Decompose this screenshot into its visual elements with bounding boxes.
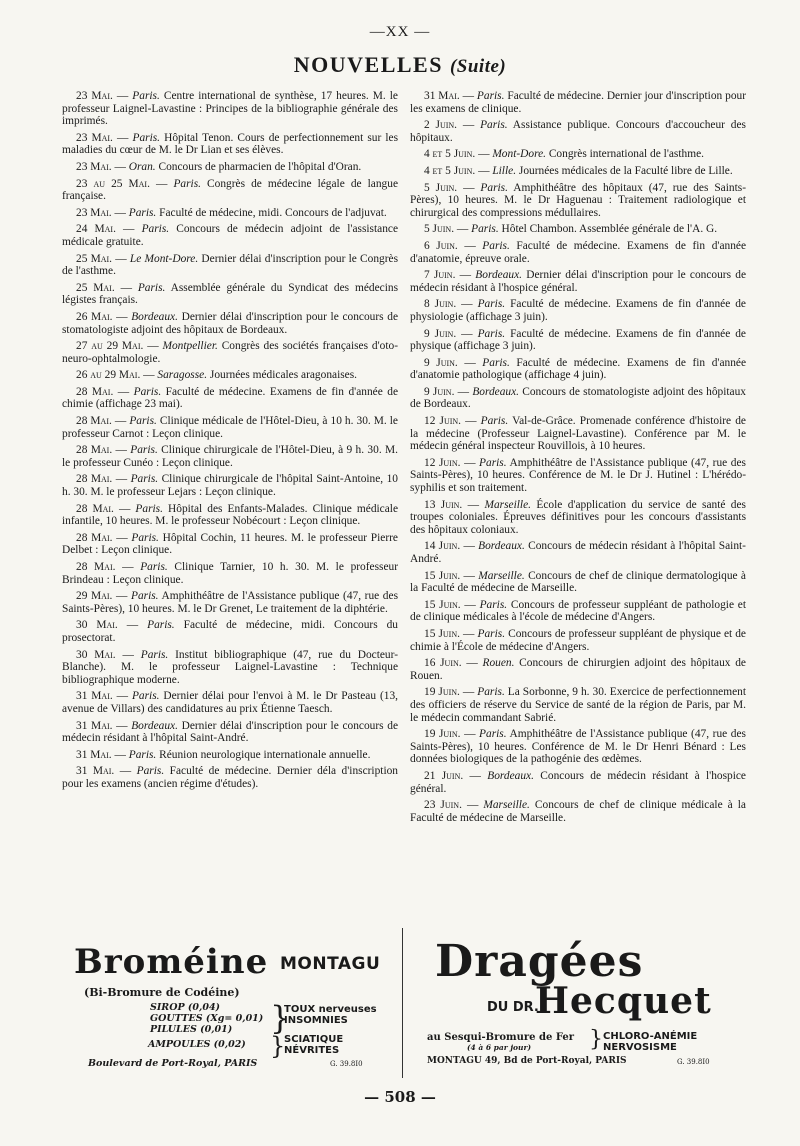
entry-city: Paris. <box>131 590 159 603</box>
news-entry <box>410 148 746 161</box>
ad-hecquet-sesqui: au Sesqui-Bromure de Fer <box>427 1032 575 1043</box>
entry-text: Concours de chirurgien adjoint des hôpitaux de Rouen. <box>410 657 746 682</box>
entry-date: 31 Mai. <box>76 690 113 703</box>
ad-hecquet-name: Hecquet <box>535 980 712 1022</box>
news-entry <box>410 599 746 624</box>
entry-dash: — <box>454 385 473 398</box>
entry-city: Paris. <box>480 181 508 194</box>
entry-dash: — <box>457 239 483 252</box>
news-entry <box>62 749 398 762</box>
entry-text: Faculté de médecine. Examens de fin d'année d'anatomie pathologique (affichage 4 juin). <box>410 356 746 382</box>
entry-city: Bordeaux. <box>478 540 525 553</box>
news-entry <box>62 178 398 203</box>
news-entry <box>410 415 746 453</box>
news-entry <box>62 532 398 557</box>
ad-indication: CHLORO-ANÉMIE <box>603 1031 698 1042</box>
entry-date: 31 Mai. <box>76 719 113 732</box>
entry-text: Clinique Tarnier, 10 h. 30. M. le professeur Brindeau : Leçon clinique. <box>62 561 399 586</box>
entry-text: Hôpital Tenon. Cours de perfectionnement sur les maladies du cœur de M. le Dr Lian et ses élèves. <box>62 131 399 157</box>
entry-text: Concours de professeur suppléant de physique et de chimie à l'École de médecine d'Angers. <box>410 627 746 653</box>
entry-date: 26 au 29 Mai. <box>76 369 141 382</box>
entry-dash: — <box>460 728 480 741</box>
entry-city: Paris. <box>480 415 509 428</box>
entry-text: Journées médicales aragonaises. <box>207 369 357 382</box>
entry-text: Assistance publique. Concours d'accoucheur des hôpitaux. <box>410 119 746 144</box>
entry-dash: — <box>460 456 480 469</box>
right-column <box>410 90 746 828</box>
entry-date: 23 Mai. <box>76 131 113 144</box>
entry-date: 23 Mai. <box>76 160 112 173</box>
news-entry <box>62 649 398 687</box>
entry-city: Paris. <box>129 415 157 428</box>
news-entry <box>410 298 746 323</box>
entry-city: Montpellier. <box>162 340 218 353</box>
entry-dash: — <box>456 327 478 340</box>
entry-dash: — <box>460 598 480 611</box>
ad-bromeine-desc: (Bi-Bromure de Codéine) <box>84 986 240 999</box>
entry-text: Congrès international de l'asthme. <box>545 148 704 161</box>
news-entry <box>410 540 746 565</box>
entry-city: Paris. <box>130 473 159 486</box>
ad-hecquet-address: MONTAGU 49, Bd de Port-Royal, PARIS <box>427 1056 627 1066</box>
entry-date: 4 et 5 Juin. <box>424 164 476 177</box>
ad-hecquet-dudr: DU DR. <box>487 1000 539 1015</box>
entry-text: Val-de-Grâce. Promenade conférence d'histoire de la médecine (Professeur Laignel-Lavastine). Conférence par M. le médecin général inspecteur Rouvillois, à 10 heures. <box>410 415 746 453</box>
entry-text: Faculté de médecine, midi. Concours du prosectorat. <box>62 619 398 644</box>
entry-city: Paris. <box>135 502 163 515</box>
entry-city: Marseille. <box>483 799 530 812</box>
entry-date: 28 Mai. <box>76 385 114 398</box>
entry-date: 31 Mai. <box>424 90 460 102</box>
entry-date: 28 Mai. <box>76 531 113 544</box>
entry-city: Marseille. <box>478 569 525 582</box>
news-entry <box>62 415 398 440</box>
entry-date: 14 Juin. <box>424 540 461 553</box>
entry-text: Amphithéâtre de l'Assistance publique (47, rue des Saints-Pères), 10 heures. Conférence de M. le Dr J. Hutinel : L'hérédo-syphilis et son traitement. <box>410 456 746 495</box>
news-entry <box>62 207 398 220</box>
entry-city: Paris. <box>132 90 160 102</box>
entry-date: 13 Juin. <box>424 498 463 511</box>
entry-date: 23 au 25 Mai. <box>76 177 150 190</box>
entry-text: Concours de stomatologiste adjoint des hôpitaux de Bordeaux. <box>410 385 746 411</box>
entry-date: 26 Mai. <box>76 310 113 323</box>
entry-date: 9 Juin. <box>424 327 457 340</box>
entry-date: 21 Juin. <box>424 769 464 782</box>
ad-bromeine-address: Boulevard de Port-Royal, PARIS <box>88 1058 258 1069</box>
news-entry <box>62 253 398 278</box>
entry-date: 9 Juin. <box>424 385 455 398</box>
news-entry <box>62 765 398 790</box>
entry-city: Paris. <box>131 690 160 703</box>
entry-dash: — <box>457 181 481 194</box>
ad-bromeine-brand: Broméine <box>74 942 269 982</box>
entry-city: Bordeaux. <box>131 310 178 323</box>
entry-dash: — <box>112 444 131 457</box>
news-entry <box>410 499 746 537</box>
entry-city: Paris. <box>128 748 157 761</box>
entry-dash: — <box>112 90 133 102</box>
advertisements <box>62 928 742 1088</box>
news-entry <box>410 182 746 220</box>
section-title <box>0 52 800 78</box>
entry-city: Paris. <box>477 627 506 640</box>
entry-date: 24 Mai. <box>76 223 116 236</box>
entry-dash: — <box>111 415 130 428</box>
news-entry <box>410 165 746 178</box>
news-entry <box>62 720 398 745</box>
entry-text: Hôtel Chambon. Assemblée générale de l'A. G. <box>498 223 718 236</box>
ad-hecquet-dose: (4 à 6 par jour) <box>467 1043 532 1052</box>
entry-city: Mont-Dore. <box>492 148 546 161</box>
entry-date: 12 Juin. <box>424 456 461 469</box>
entry-dash: — <box>475 164 493 177</box>
entry-city: Paris. <box>480 119 508 132</box>
entry-date: 23 Mai. <box>76 206 112 219</box>
entry-text: Congrès de médecine légale de langue française. <box>62 177 398 203</box>
ad-divider <box>402 928 403 1078</box>
entry-text: Congrès des sociétés françaises d'oto-neuro-ophtalmologie. <box>62 340 398 365</box>
brace-icon: } <box>270 999 291 1037</box>
entry-text: Dernier délai d'inscription pour le Congrès de l'asthme. <box>62 252 398 278</box>
entry-date: 23 Mai. <box>76 90 113 102</box>
ad-bromeine-ampoules: AMPOULES (0,02) <box>148 1039 246 1050</box>
section-title-text: NOUVELLES <box>293 52 443 77</box>
news-entry <box>62 311 398 336</box>
entry-date: 31 Mai. <box>76 748 112 761</box>
entry-city: Paris. <box>128 206 157 219</box>
entry-date: 28 Mai. <box>76 415 112 428</box>
entry-date: 12 Juin. <box>424 415 462 428</box>
news-entry <box>62 161 398 174</box>
entry-dash: — <box>115 561 141 573</box>
ad-form: SIROP (0,04) <box>150 1002 221 1013</box>
entry-date: 4 et 5 Juin. <box>424 148 476 161</box>
entry-date: 8 Juin. <box>424 298 457 311</box>
news-entry <box>410 686 746 724</box>
entry-city: Lille. <box>492 164 517 177</box>
entry-dash: — <box>454 223 472 236</box>
entry-dash: — <box>462 498 485 511</box>
entry-city: Paris. <box>147 619 175 632</box>
ad-bromeine-maker: MONTAGU <box>280 954 381 974</box>
entry-text: Hôpital Cochin, 11 heures. M. le professeur Pierre Delbet : Leçon clinique. <box>62 531 398 557</box>
entry-date: 25 Mai. <box>76 252 113 265</box>
entry-date: 15 Juin. <box>424 598 461 611</box>
entry-dash: — <box>111 748 129 761</box>
ad-form: PILULES (0,01) <box>150 1024 233 1035</box>
ad-indication: TOUX nerveuses <box>284 1004 377 1015</box>
entry-text: Concours de chef de clinique dermatologique à la Faculté de médecine de Marseille. <box>410 569 746 595</box>
entry-text: Dernier délai d'inscription pour le concours de médecin résidant à l'hospice général. <box>410 269 746 294</box>
entry-city: Paris. <box>173 177 201 190</box>
entry-city: Paris. <box>479 728 507 741</box>
entry-text: Amphithéâtre de l'Assistance publique (47, rue des Saints-Pères), 10 heures. M. le Dr Grenet, Le traitement de la diphtérie. <box>62 590 398 615</box>
entry-dash: — <box>149 177 174 190</box>
entry-text: Faculté de médecine. Dernier déla d'inscription pour les examens (ancien régime d'études). <box>62 765 399 790</box>
entry-dash: — <box>115 648 141 661</box>
entry-text: Amphithéâtre des hôpitaux (47, rue des Saints-Pères), 10 heures. M. le Dr Haguenau : Traitement radiologique et chirurgical des compressions médullaires. <box>410 181 746 219</box>
news-entry <box>410 770 746 795</box>
entry-city: Paris. <box>477 686 505 699</box>
entry-city: Paris. <box>132 131 161 144</box>
entry-text: Centre international de synthèse, 17 heures. M. le professeur Laignel-Lavastine : Principes de la bibliographie générale des imprimés. <box>62 90 398 128</box>
entry-text: Faculté de médecine, midi. Concours de l'adjuvat. <box>156 206 387 219</box>
entry-text: Concours de professeur suppléant de pathologie et de clinique médicales à l'école de médecine d'Angers. <box>410 598 746 624</box>
entry-text: Faculté de médecine. Examens de fin d'année de physique (affichage 3 juin). <box>410 327 746 353</box>
news-entry <box>62 503 398 528</box>
entry-date: 2 Juin. <box>424 119 458 132</box>
entry-date: 28 Mai. <box>76 561 116 573</box>
entry-city: Paris. <box>482 356 510 369</box>
entry-dash: — <box>111 160 129 173</box>
entry-dash: — <box>115 223 142 236</box>
entry-dash: — <box>113 385 134 398</box>
entry-text: Faculté de médecine. Examens de fin d'année de physiologie (affichage 3 juin). <box>410 298 746 323</box>
entry-city: Paris. <box>130 444 158 457</box>
entry-date: 25 Mai. <box>76 281 115 294</box>
entry-text: Clinique médicale de l'Hôtel-Dieu, à 10 h. 30. M. le professeur Carnot : Leçon clinique. <box>62 415 398 440</box>
entry-dash: — <box>111 206 129 219</box>
entry-text: Clinique chirurgicale de l'Hôtel-Dieu, à 9 h. 30. M. le professeur Cunéo : Leçon clinique. <box>62 444 398 469</box>
entry-text: Journées médicales de la Faculté libre de Lille. <box>516 164 733 177</box>
page-number: — 508 — <box>364 1088 436 1106</box>
entry-text: Dernier délai pour l'envoi à M. le Dr Pasteau (13, avenue de Villars) des candidatures au prix Étienne Taesch. <box>62 690 398 715</box>
ad-hecquet-tel: G. 39.8I0 <box>677 1058 710 1066</box>
ad-hecquet <box>417 928 742 1078</box>
news-entry <box>410 240 746 265</box>
entry-city: Paris. <box>479 456 507 469</box>
news-entry <box>62 590 398 615</box>
news-entry <box>410 269 746 294</box>
news-entry <box>62 386 398 411</box>
ad-indication: NÉVRITES <box>284 1045 340 1056</box>
entry-date: 9 Juin. <box>424 356 458 369</box>
entry-city: Paris. <box>140 561 168 573</box>
entry-date: 28 Mai. <box>76 473 113 486</box>
news-entry <box>410 90 746 115</box>
news-entry <box>62 561 398 586</box>
news-entry <box>62 90 398 128</box>
entry-date: 19 Juin. <box>424 728 461 741</box>
entry-dash: — <box>114 765 137 778</box>
entry-city: Paris. <box>471 223 499 236</box>
entry-date: 15 Juin. <box>424 627 460 640</box>
news-entry <box>410 728 746 766</box>
entry-date: 19 Juin. <box>424 686 460 699</box>
entry-dash: — <box>460 540 479 553</box>
entry-city: Le Mont-Dore. <box>129 252 199 265</box>
entry-date: 5 Juin. <box>424 181 458 194</box>
entry-city: Paris. <box>140 648 169 661</box>
entry-text: Faculté de médecine. Examens de fin d'année de chimie (affichage 23 mai). <box>62 385 399 411</box>
entry-city: Paris. <box>477 298 506 311</box>
entry-dash: — <box>459 686 478 699</box>
news-entry <box>62 340 398 365</box>
news-entry <box>62 282 398 307</box>
news-entry <box>62 132 398 157</box>
entry-text: La Sorbonne, 9 h. 30. Exercice de perfectionnement des officiers de réserve du Service de santé de la région de Paris, par M. le médecin commandant Sabrié. <box>410 686 746 724</box>
news-entry <box>62 473 398 498</box>
news-entry <box>410 799 746 824</box>
entry-city: Bordeaux. <box>472 385 520 398</box>
ad-indication: NERVOSISME <box>603 1042 677 1053</box>
entry-dash: — <box>112 310 132 323</box>
entry-dash: — <box>461 415 481 428</box>
news-entry <box>410 628 746 653</box>
news-entry <box>410 357 746 382</box>
entry-dash: — <box>112 690 132 703</box>
entry-text: Amphithéâtre de l'Assistance publique (47, rue des Saints-Pères), 10 heures. Conférence de M. le Dr Henri Bénard : Les données biologiques de la pathogénie des œdèmes. <box>410 728 746 766</box>
entry-text: Assemblée générale du Syndicat des médecins légistes français. <box>62 281 398 307</box>
entry-dash: — <box>112 473 131 486</box>
ad-bromeine <box>62 928 392 1078</box>
news-entry <box>410 223 746 236</box>
entry-dash: — <box>140 369 158 382</box>
entry-dash: — <box>112 252 130 265</box>
entry-city: Paris. <box>136 765 165 778</box>
news-entry <box>410 328 746 353</box>
entry-dash: — <box>112 531 132 544</box>
brace-icon: } <box>589 1027 603 1052</box>
entry-city: Paris. <box>477 327 506 340</box>
brace-icon: } <box>270 1032 286 1060</box>
news-entry <box>62 444 398 469</box>
entry-text: Institut bibliographique (47, rue du Docteur-Blanche). M. le professeur Laignel-Lavastine : Technique bibliographique moderne. <box>62 648 398 686</box>
entry-date: 27 au 29 Mai. <box>76 340 144 353</box>
entry-city: Bordeaux. <box>131 719 178 732</box>
entry-text: Réunion neurologique internationale annuelle. <box>156 748 371 761</box>
entry-date: 30 Mai. <box>76 619 118 632</box>
entry-city: Bordeaux. <box>487 769 534 782</box>
entry-city: Marseille. <box>484 498 531 511</box>
entry-date: 31 Mai. <box>76 765 115 778</box>
entry-dash: — <box>460 569 479 582</box>
entry-dash: — <box>457 356 483 369</box>
entry-dash: — <box>463 769 488 782</box>
entry-text: Dernier délai d'inscription pour le concours de stomatologiste adjoint des hôpitaux de Bordeaux. <box>62 310 398 336</box>
ad-bromeine-indications <box>284 1004 377 1056</box>
entry-date: 6 Juin. <box>424 239 458 252</box>
entry-dash: — <box>455 269 476 282</box>
entry-dash: — <box>459 90 477 102</box>
news-entry <box>410 657 746 682</box>
entry-dash: — <box>461 799 484 812</box>
ad-hecquet-brand: Dragées <box>435 936 644 987</box>
entry-text: Concours de médecin adjoint de l'assistance médicale gratuite. <box>62 223 398 248</box>
entry-city: Saragosse. <box>157 369 208 382</box>
ad-bromeine-forms <box>150 1002 263 1035</box>
news-entry <box>62 619 398 644</box>
entry-date: 28 Mai. <box>76 444 113 457</box>
entry-city: Paris. <box>482 239 510 252</box>
entry-date: 29 Mai. <box>76 590 113 603</box>
entry-dash: — <box>475 148 493 161</box>
news-entry <box>62 369 398 382</box>
news-entry <box>410 386 746 411</box>
page-roman-numeral: —XX — <box>369 24 431 40</box>
ad-hecquet-indications <box>603 1031 697 1053</box>
section-title-suite: (Suite) <box>449 56 507 77</box>
news-entry <box>410 119 746 144</box>
entry-city: Paris. <box>479 598 508 611</box>
entry-text: Faculté de médecine. Dernier jour d'inscription pour les examens de clinique. <box>410 90 747 115</box>
news-entry <box>410 570 746 595</box>
entry-text: Concours de médecin résidant à l'hospice général. <box>410 769 746 795</box>
entry-text: Concours de médecin résidant à l'hôpital Saint-André. <box>410 540 746 565</box>
ad-indication: SCIATIQUE <box>284 1034 344 1045</box>
entry-dash: — <box>117 619 148 632</box>
news-entry <box>410 457 746 495</box>
entry-text: Dernier délai d'inscription pour le concours de médecin résidant à l'hôpital Saint-André. <box>62 719 398 745</box>
entry-city: Paris. <box>133 385 162 398</box>
entry-date: 28 Mai. <box>76 502 114 515</box>
ad-bromeine-tel: G. 39.8I0 <box>330 1060 363 1068</box>
entry-dash: — <box>113 502 136 515</box>
entry-city: Paris. <box>137 281 166 294</box>
entry-city: Paris. <box>141 223 170 236</box>
ad-form: GOUTTES (Xg= 0,01) <box>150 1013 264 1024</box>
entry-city: Rouen. <box>482 657 515 670</box>
entry-text: Faculté de médecine. Examens de fin d'année d'anatomie, épreuve orale. <box>410 239 746 265</box>
entry-date: 7 Juin. <box>424 269 456 282</box>
entry-date: 15 Juin. <box>424 569 461 582</box>
entry-dash: — <box>114 281 138 294</box>
entry-dash: — <box>459 627 478 640</box>
news-entry <box>62 223 398 248</box>
entry-date: 23 Juin. <box>424 799 462 812</box>
entry-text: Concours de pharmacien de l'hôpital d'Oran. <box>155 160 362 173</box>
entry-text: École d'application du service de santé des troupes coloniales. Épreuves définitives pour les concours d'assistants des hôpitaux coloniaux. <box>410 498 746 536</box>
entry-dash: — <box>457 119 481 132</box>
entry-date: 16 Juin. <box>424 657 462 670</box>
entry-city: Oran. <box>128 160 156 173</box>
entry-dash: — <box>112 590 131 603</box>
left-column <box>62 90 398 795</box>
entry-text: Clinique chirurgicale de l'hôpital Saint-Antoine, 10 h. 30. M. le professeur Lejars : Leçon clinique. <box>62 473 399 499</box>
entry-text: Hôpital des Enfants-Malades. Clinique médicale infantile, 10 heures. M. le professeur Nobécourt : Leçon clinique. <box>62 502 399 528</box>
entry-dash: — <box>143 340 163 353</box>
news-entry <box>62 690 398 715</box>
entry-date: 30 Mai. <box>76 648 116 661</box>
entry-city: Paris. <box>476 90 505 102</box>
entry-dash: — <box>461 657 483 670</box>
ad-indication: INSOMNIES <box>284 1015 348 1026</box>
entry-text: Concours de chef de clinique médicale à la Faculté de médecine de Marseille. <box>410 799 746 824</box>
entry-city: Paris. <box>131 531 159 544</box>
entry-dash: — <box>456 298 478 311</box>
entry-date: 5 Juin. <box>424 223 455 236</box>
entry-city: Bordeaux. <box>475 269 523 282</box>
entry-dash: — <box>112 131 133 144</box>
entry-dash: — <box>112 719 132 732</box>
